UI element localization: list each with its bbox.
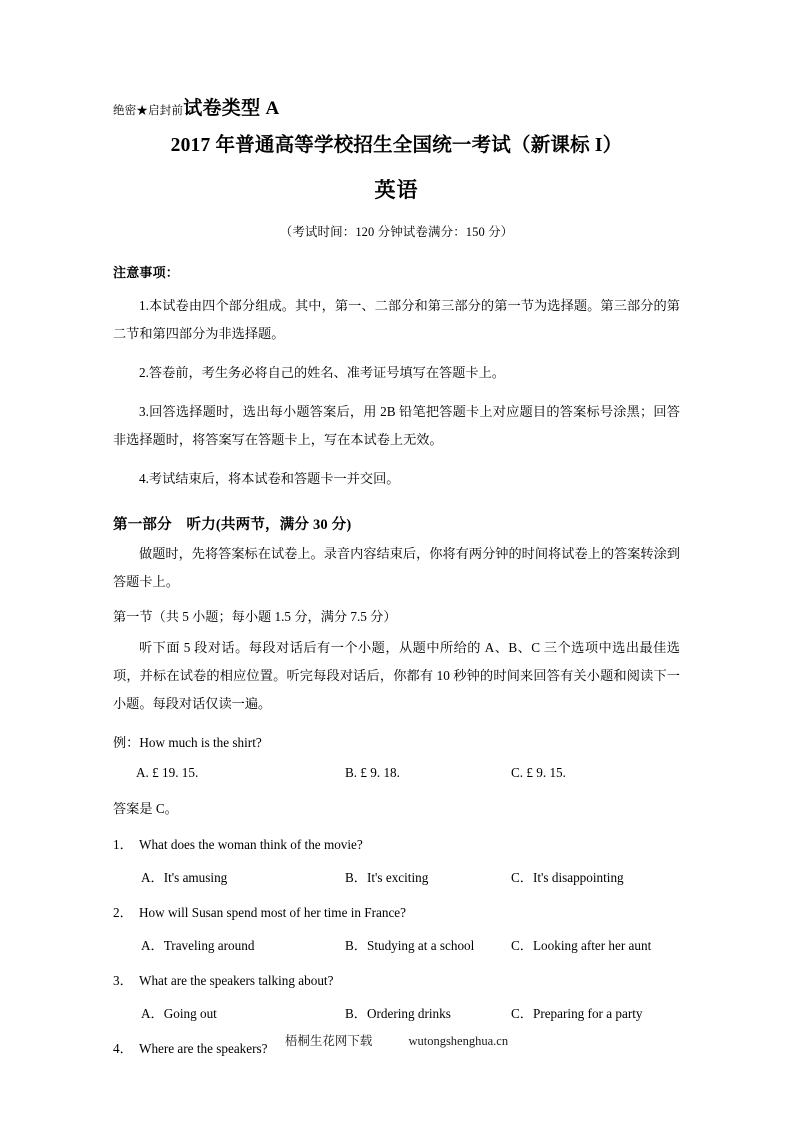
question-1 — [113, 833, 680, 889]
question-text: How will Susan spend most of her time in France? — [139, 905, 407, 920]
question-option-b[interactable]: B．It's exciting — [345, 870, 429, 885]
question-text: What are the speakers talking about? — [139, 973, 334, 988]
notes-heading: 注意事项： — [113, 265, 180, 280]
question-stem — [113, 833, 680, 857]
question-option-b[interactable]: B．Ordering drinks — [345, 1006, 451, 1021]
section-one-title: 第一节（共 5 小题；每小题 1.5 分，满分 7.5 分） — [113, 609, 397, 624]
part-one-heading: 第一部分 听力(共两节，满分 30 分) — [113, 517, 352, 533]
question-options-row — [113, 1003, 680, 1025]
note-item: 4.考试结束后，将本试卷和答题卡一并交回。 — [139, 471, 400, 486]
paper-type-label: 试卷类型 A — [183, 98, 280, 119]
question-option-b[interactable]: B．Studying at a school — [345, 938, 475, 953]
note-item: 1.本试卷由四个部分组成。其中，第一、二部分和第三部分的第一节为选择题。第三部分的第二节和第四部分为非选择题。 — [113, 298, 680, 341]
question-options-row — [113, 867, 680, 889]
example-option-c[interactable]: C. £ 9. 15. — [511, 765, 566, 780]
question-stem — [113, 901, 680, 925]
footer-watermark — [0, 1031, 793, 1049]
example-answer: 答案是 C。 — [113, 801, 178, 816]
question-number: 1． — [113, 837, 133, 852]
example-options-row — [113, 765, 680, 787]
question-stem — [113, 969, 680, 993]
question-option-a[interactable]: A．Traveling around — [141, 938, 255, 953]
question-option-c[interactable]: C．It's disappointing — [511, 870, 624, 885]
question-number: 2． — [113, 905, 133, 920]
example-question-stem: 例：How much is the shirt? — [113, 735, 262, 750]
question-option-c[interactable]: C．Preparing for a party — [511, 1006, 643, 1021]
question-option-c[interactable]: C．Looking after her aunt — [511, 938, 652, 953]
section-one-body: 听下面 5 段对话。每段对话后有一个小题，从题中所给的 A、B、C 三个选项中选出最佳选项，并标在试卷的相应位置。听完每段对话后，你都有 10 秒钟的时间来回答有关小题和阅读下一小题。每段对话仅读一遍。 — [113, 640, 680, 711]
example-option-a[interactable]: A. £ 19. 15. — [136, 765, 199, 780]
question-number: 4． — [113, 1041, 133, 1056]
note-item: 3.回答选择题时，选出每小题答案后，用 2B 铅笔把答题卡上对应题目的答案标号涂黑；回答非选择题时，将答案写在答题卡上，写在本试卷上无效。 — [113, 404, 680, 447]
question-3 — [113, 969, 680, 1025]
page-title: 2017 年普通高等学校招生全国统一考试（新课标 I） — [170, 135, 623, 156]
part-one-intro: 做题时，先将答案标在试卷上。录音内容结束后，你将有两分钟的时间将试卷上的答案转涂到答题卡上。 — [113, 546, 680, 589]
footer-site-url: wutongshenghua.cn — [408, 1034, 509, 1048]
footer-site-name: 梧桐生花网下载 — [284, 1034, 373, 1048]
subject-title: 英语 — [374, 178, 419, 202]
note-item: 2.答卷前，考生务必将自己的姓名、准考证号填写在答题卡上。 — [139, 365, 505, 380]
question-options-row — [113, 935, 680, 957]
question-text: What does the woman think of the movie? — [139, 837, 363, 852]
example-option-b[interactable]: B. £ 9. 18. — [345, 765, 400, 780]
question-option-a[interactable]: A．Going out — [141, 1006, 217, 1021]
question-2 — [113, 901, 680, 957]
question-text: Where are the speakers? — [139, 1041, 268, 1056]
secret-label: 绝密★启封前 — [113, 105, 184, 117]
secret-and-paper-type-line — [113, 99, 680, 118]
question-option-a[interactable]: A．It's amusing — [141, 870, 228, 885]
question-number: 3． — [113, 973, 133, 988]
exam-info-line: （考试时间：120 分钟试卷满分：150 分） — [279, 225, 514, 239]
